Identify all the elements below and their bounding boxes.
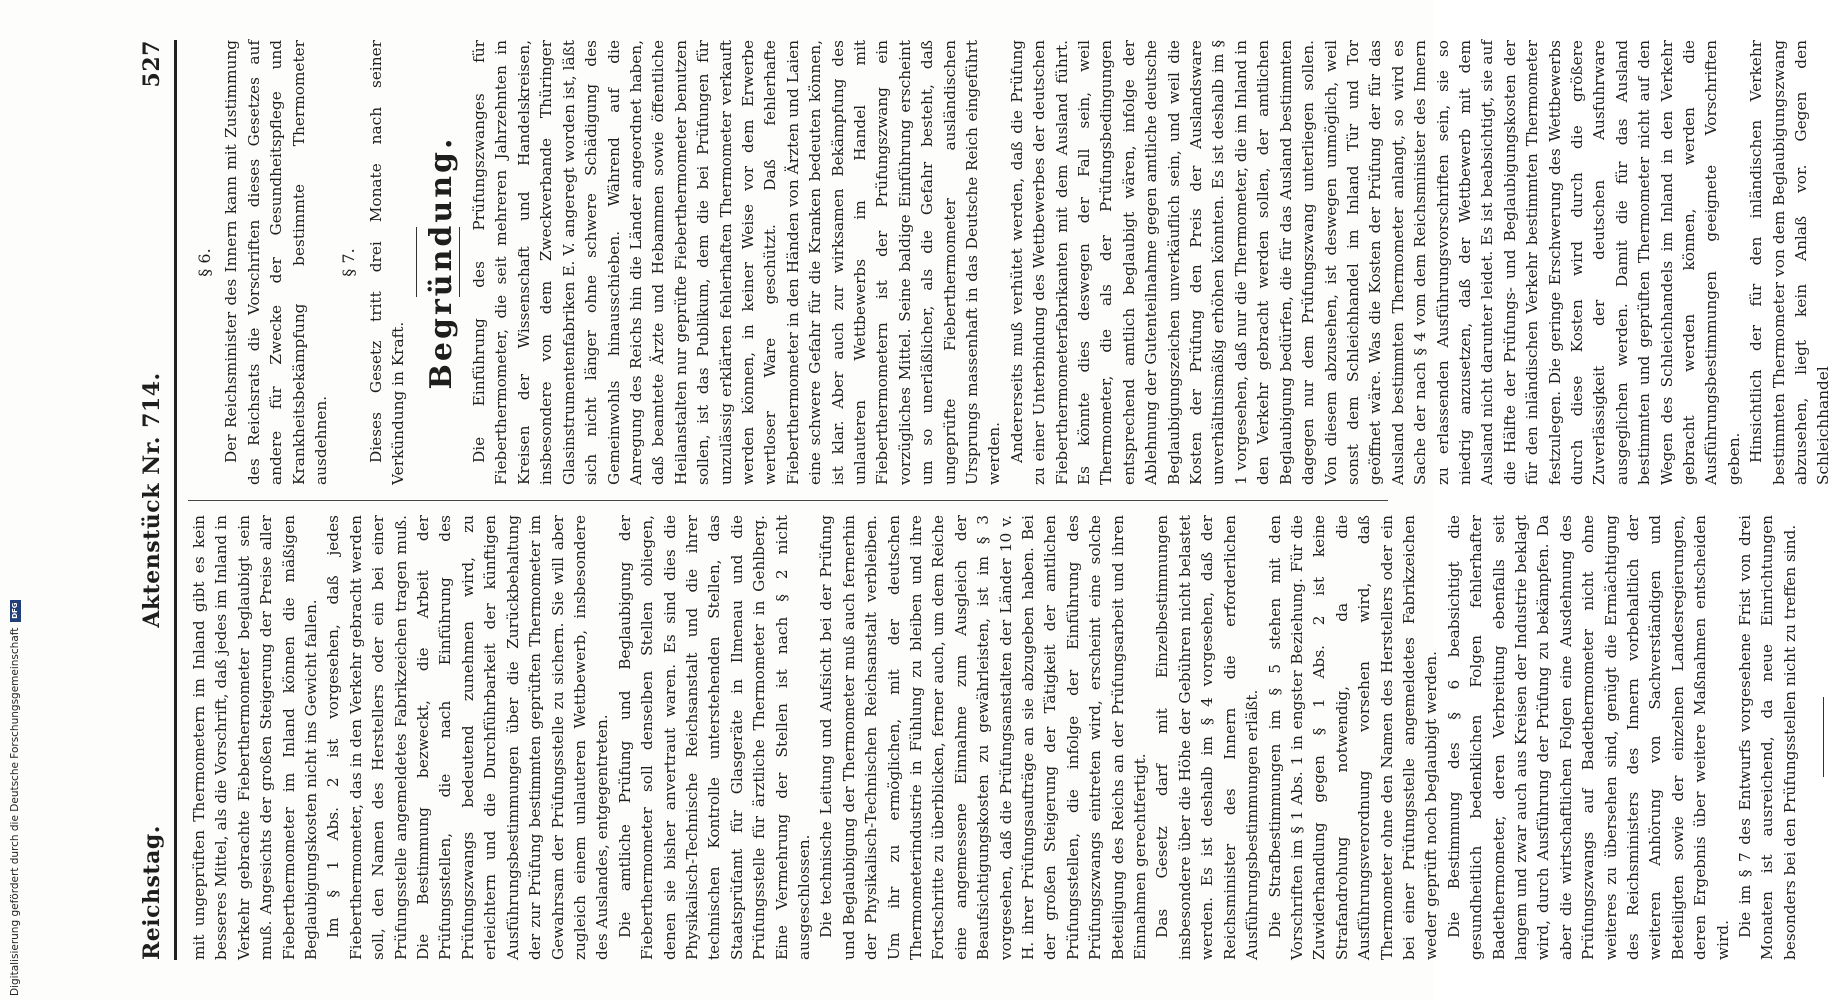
digitization-credit <box>4 0 26 996</box>
left-paragraph-1: mit ungeprüften Thermometern im Inland gibt es kein besseres Mittel, als die Vorschrift, daß jedes im Inland in Verkehr gebrachte Fieberthermometer beglaubigt sein muß. Angesichts der großen Steigerung der Preise aller Fieberthermometer im Inland können die mäßigen Beglaubigungskosten nicht ins Gewicht fallen. <box>190 515 321 960</box>
dfg-logo-icon: DFG <box>10 600 21 622</box>
section-6-text: Der Reichsminister des Innern kann mit Zustimmung des Reichsrats die Vorschriften dieses Gesetzes auf andere für Zwecke der Gesundheitspflege und Krankheitsbekämpfung bestimmte Thermometer ausdehnen. <box>222 40 331 485</box>
page-header <box>132 40 172 960</box>
page-number: 527 <box>139 40 165 88</box>
left-paragraph-2: Im § 1 Abs. 2 ist vorgesehen, daß jedes Fieberthermometer, das in den Verkehr gebracht werden soll, den Namen des Herstellers oder ein bei einer Prüfungsstelle angemeldetes Fabrikzeichen tragen muß. Die Bestimmung bezweckt, die Arbeit der Prüfungsstellen, die nach Einführung des Prüfungszwangs bedeutend zunehmen wird, zu erleichtern und die Durchführbarkeit der künftigen Ausführungsbestimmungen über die Zurückbehaltung der zur Prüfung bestimmten geprüften Thermometer im Gewahrsam der Prüfungsstelle zu sichern. Sie will aber zugleich einem unlauteren Wettbewerb, insbesondere des Auslandes, entgegentreten. <box>324 515 612 960</box>
section-7-text: Dieses Gesetz tritt drei Monate nach seiner Verkündung in Kraft. <box>366 40 408 485</box>
header-rule <box>174 40 177 960</box>
short-rule <box>416 228 417 298</box>
left-paragraph-7: Die Bestimmung des § 6 beabsichtigt die gesundheitlich bedenklichen Folgen fehlerhafter Badethermometer, deren Verbreitung ebenfalls seit langem und zwar auch aus Kreisen der Industrie beklagt wird, durch Ausführung der Prüfung zu bekämpfen. Da aber die wirtschaftlichen Folgen eine Ausdehnung des Prüfungszwangs auf Badethermometer nicht ohne weiteres zu übersehen sind, genügt die Ermächtigung des Reichsministers des Innern vorbehaltlich der weiteren Anhörung von Sachverständigen und Beteiligten sowie der einzelnen Landesregierungen, deren Ergebnis über weitere Maßnahmen entscheiden wird. <box>1444 515 1732 960</box>
rotated-document-page <box>132 40 1833 960</box>
left-paragraph-5: Das Gesetz darf mit Einzelbestimmungen insbesondere über die Höhe der Gebühren nicht belastet werden. Es ist deshalb im § 4 vorgesehen, daß der Reichsminister des Innern die erforderlichen Ausführungsbestimmungen erläßt. <box>1153 515 1262 960</box>
left-paragraph-8: Die im § 7 des Entwurfs vorgesehene Frist von drei Monaten ist ausreichend, da neue Einrichtungen besonders bei den Prüfungsstellen nicht zu treffen sind. <box>1736 515 1799 960</box>
end-rule <box>1823 698 1824 778</box>
section-6-heading: § 6. <box>195 248 214 277</box>
left-paragraph-3: Die amtliche Prüfung und Beglaubigung der Fieberthermometer soll denselben Stellen obliegen, denen sie bisher anvertraut waren. Es sind dies die Physikalisch-Technische Reichsanstalt und die ihrer technischen Kontrolle unterstehenden Stellen, das Staatsprüfamt für Glasgeräte in Ilmenau und die Prüfungsstelle für ärztliche Thermometer in Gehlberg. Eine Vermehrung der Stellen ist nach § 2 nicht ausgeschlossen. <box>615 515 813 960</box>
left-paragraph-6: Die Strafbestimmungen im § 5 stehen mit den Vorschriften im § 1 Abs. 1 in engster Beziehung. Für die Zuwiderhandlung gegen § 1 Abs. 2 ist keine Strafandrohung notwendig, da die Ausführungsverordnung vorsehen wird, daß Thermometer ohne den Namen des Herstellers oder ein bei einer Prüfungsstelle angemeldetes Fabrikzeichen weder geprüft noch beglaubigt werden. <box>1265 515 1441 960</box>
right-paragraph-3: Hinsichtlich der für den inländischen Verkehr bestimmten Thermometer von dem Beglaubigungszwang abzusehen, liegt kein Anlaß vor. Gegen den Schleichhandel <box>1747 40 1833 485</box>
right-column <box>188 40 1833 485</box>
header-left: Reichstag. <box>139 825 165 960</box>
begruendung-title: Begründung. <box>423 135 459 390</box>
left-column <box>188 515 1799 960</box>
credit-text: Digitalisierung gefördert durch die Deutsche Forschungsgemeinschaft <box>9 627 21 996</box>
title-underline <box>459 228 460 298</box>
section-7-heading: § 7. <box>339 248 359 277</box>
left-paragraph-4: Die technische Leitung und Aufsicht bei der Prüfung und Beglaubigung der Thermometer muß auch fernerhin der Physikalisch-Technischen Reichsanstalt verbleiben. Um ihr zu ermöglichen, mit der deutschen Thermometerindustrie in Fühlung zu bleiben und ihre Fortschritte zu überblicken, ferner auch, um dem Reiche eine angemessene Einnahme zum Ausgleich der Beaufsichtigungskosten zu gewährleisten, ist im § 3 vorgesehen, daß die Prüfungsanstalten der Länder 10 v. H. ihrer Prüfungsaufträge an sie abzugeben haben. Bei der großen Steigerung der Tätigkeit der amtlichen Prüfungsstellen, die infolge der Einführung des Prüfungszwangs eintreten wird, erscheint eine solche Beteiligung des Reichs an der Prüfungsarbeit und ihren Einnahmen gerechtfertigt. <box>817 515 1150 960</box>
column-divider <box>188 500 1388 501</box>
header-center: Aktenstück Nr. 714. <box>139 372 165 628</box>
right-paragraph-1: Die Einführung des Prüfungszwanges für Fieberthermometer, die seit mehreren Jahrzehnten in Kreisen der Wissenschaft und Handelskreisen, insbesondere von dem Zweckverbande Thüringer Glasinstrumentenfabriken E. V. angeregt worden ist, läßt sich nicht länger ohne schwere Schädigung des Gemeinwohls hinausschieben. Während auf die Anregung des Reichs hin die Länder angeordnet haben, daß beamtete Ärzte und Hebammen sowie öffentliche Heilanstalten nur geprüfte Fieberthermometer benutzen sollen, ist das Publikum, dem die bei Prüfungen für unzulässig erklärten fehlerhaften Thermometer verkauft werden können, in keiner Weise vor dem Erwerbe wertloser Ware geschützt. Daß fehlerhafte Fieberthermometer in den Händen von Ärzten und Laien eine schwere Gefahr für die Kranken bedeuten können, ist klar. Aber auch zur wirksamen Bekämpfung des unlauteren Wettbewerbs im Handel mit Fieberthermometern ist der Prüfungszwang ein vorzügliches Mittel. Seine baldige Einführung erscheint um so unerläßlicher, als die Gefahr besteht, daß ungeprüfte Fieberthermometer ausländischen Ursprungs massenhaft in das Deutsche Reich eingeführt werden. <box>470 40 1004 485</box>
right-paragraph-2: Andererseits muß verhütet werden, daß die Prüfung zu einer Unterbindung des Wettbewerbes der deutschen Fieberthermometerfabrikanten mit dem Ausland führt. Es könnte dies deswegen der Fall sein, weil Thermometer, die als der Prüfungsbedingungen entsprechend amtlich beglaubigt wären, infolge der Ablehnung der Gutenteilnahme gegen amtliche deutsche Beglaubigungszeichen unverkäuflich sein, und weil die Kosten der Prüfung den Preis der Auslandsware unverhältnismäßig erhöhen könnten. Es ist deshalb im § 1 vorgesehen, daß nur die Thermometer, die im Inland in den Verkehr gebracht werden sollen, der amtlichen Beglaubigung bedürfen, die für das Ausland bestimmten dagegen nur dem Prüfungszwang unterliegen sollen. Von diesem abzusehen, ist deswegen unmöglich, weil sonst dem Schleichhandel im Inland Tür und Tor geöffnet wäre. Was die Kosten der Prüfung der für das Ausland bestimmten Thermometer anlangt, so wird es Sache der nach § 4 vom dem Reichsminister des Innern zu erlassenden Ausführungsvorschriften sein, sie so niedrig anzusetzen, daß der Wettbewerb mit dem Ausland nicht darunter leidet. Es ist beabsichtigt, sie auf die Hälfte der Prüfungs- und Beglaubigungskosten der für den inländischen Verkehr bestimmten Thermometer festzulegen. Die geringe Erschwerung des Wettbewerbs durch diese Kosten wird durch die größere Zuverlässigkeit der deutschen Ausfuhrware ausgeglichen werden. Damit die für das Ausland bestimmten und geprüften Thermometer nicht auf den Wegen des Schleichhandels im Inland in den Verkehr gebracht werden können, werden die Ausführungsbestimmungen geeignete Vorschriften geben. <box>1007 40 1743 485</box>
